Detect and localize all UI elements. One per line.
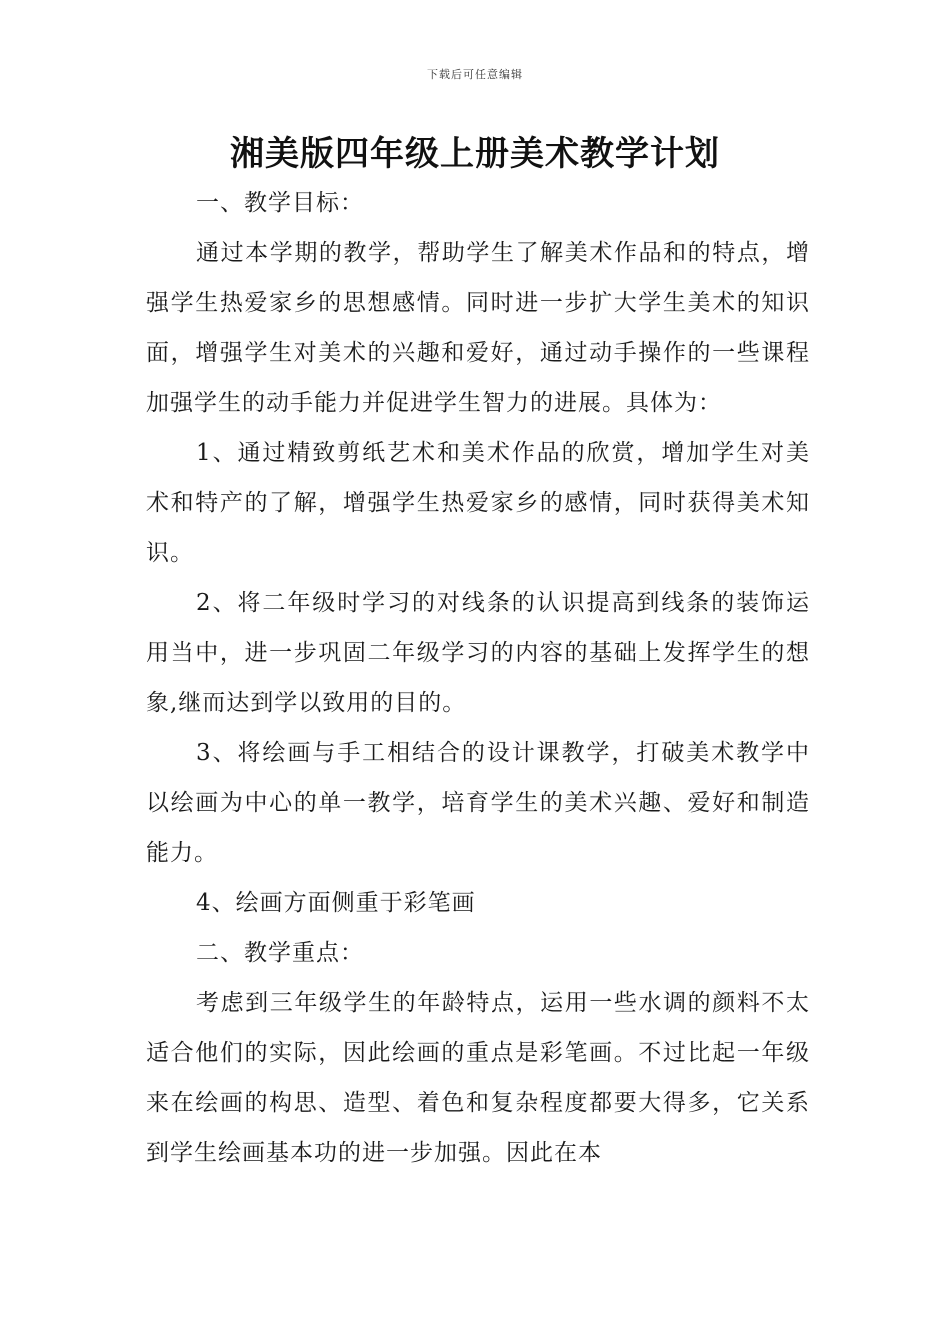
paragraph-item-1: 1、通过精致剪纸艺术和美术作品的欣赏，增加学生对美术和特产的了解，增强学生热爱家乡的感情，同时获得美术知识。	[146, 440, 810, 566]
document-title: 湘美版四年级上册美术教学计划	[230, 134, 720, 174]
paragraph-item-2: 2、将二年级时学习的对线条的认识提高到线条的装饰运用当中，进一步巩固二年级学习的内容的基础上发挥学生的想象,继而达到学以致用的目的。	[146, 590, 810, 716]
paragraph-item-4: 4、绘画方面侧重于彩笔画	[196, 890, 476, 916]
section-heading-key-points: 二、教学重点：	[196, 940, 364, 966]
document-body	[146, 178, 810, 1178]
paragraph-item-3: 3、将绘画与手工相结合的设计课教学，打破美术教学中以绘画为中心的单一教学，培育学生的美术兴趣、爱好和制造能力。	[146, 740, 810, 866]
paragraph-key-points: 考虑到三年级学生的年龄特点，运用一些水调的颜料不太适合他们的实际，因此绘画的重点是彩笔画。不过比起一年级来在绘画的构思、造型、着色和复杂程度都要大得多，它关系到学生绘画基本功的进一步加强。因此在本	[146, 990, 810, 1166]
header-note: 下载后可任意编辑	[427, 68, 523, 81]
section-heading-objectives: 一、教学目标：	[196, 190, 364, 216]
paragraph-objectives-intro: 通过本学期的教学，帮助学生了解美术作品和的特点，增强学生热爱家乡的思想感情。同时进一步扩大学生美术的知识面，增强学生对美术的兴趣和爱好，通过动手操作的一些课程加强学生的动手能力并促进学生智力的进展。具体为：	[146, 240, 810, 416]
